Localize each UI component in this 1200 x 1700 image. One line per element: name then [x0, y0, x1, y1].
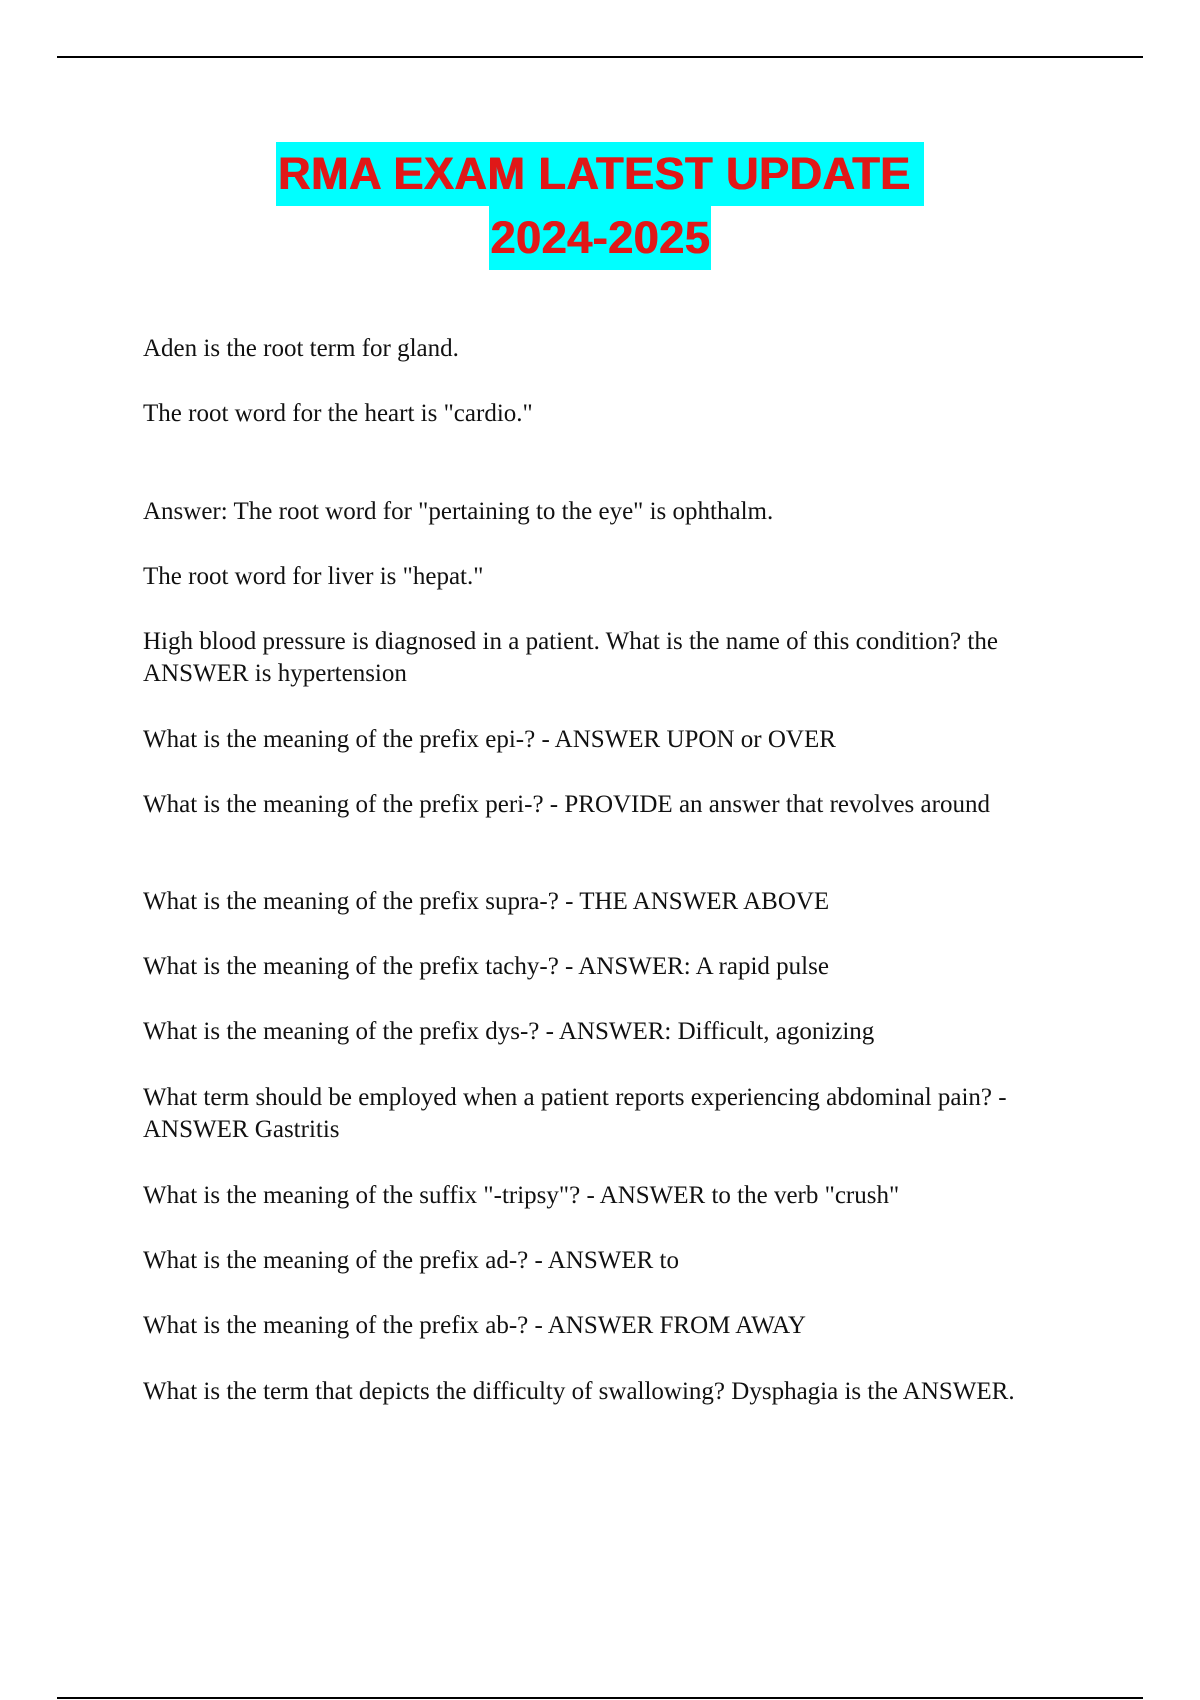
- paragraph-13: What is the meaning of the prefix ad-? - ANSWER to: [143, 1247, 679, 1274]
- paragraph-8: What is the meaning of the prefix supra-? - THE ANSWER ABOVE: [143, 888, 830, 915]
- bottom-rule: [57, 1697, 1143, 1699]
- paragraph-9: What is the meaning of the prefix tachy-? - ANSWER: A rapid pulse: [143, 953, 829, 980]
- paragraph-2: The root word for the heart is "cardio.": [143, 400, 533, 427]
- paragraph-11: What term should be employed when a patient reports experiencing abdominal pain? - ANSWER Gastritis: [143, 1084, 1007, 1143]
- paragraph-12: What is the meaning of the suffix "-tripsy"? - ANSWER to the verb "crush": [143, 1182, 900, 1209]
- paragraph-6: What is the meaning of the prefix epi-? - ANSWER UPON or OVER: [143, 726, 836, 753]
- title-line-2: 2024-2025: [489, 206, 711, 270]
- paragraph-3: Answer: The root word for "pertaining to the eye" is ophthalm.: [143, 498, 774, 525]
- top-rule: [57, 56, 1143, 58]
- paragraph-15: What is the term that depicts the difficulty of swallowing? Dysphagia is the ANSWER.: [143, 1378, 1015, 1405]
- paragraph-4: The root word for liver is "hepat.": [143, 563, 484, 590]
- paragraph-7: What is the meaning of the prefix peri-? - PROVIDE an answer that revolves around: [143, 791, 990, 818]
- paragraph-10: What is the meaning of the prefix dys-? - ANSWER: Difficult, agonizing: [143, 1018, 875, 1045]
- title-line-1: RMA EXAM LATEST UPDATE: [276, 142, 925, 206]
- paragraph-5: High blood pressure is diagnosed in a patient. What is the name of this condition? the ANSWER is hypertension: [143, 628, 998, 687]
- paragraph-1: Aden is the root term for gland.: [143, 335, 459, 362]
- document-title: [0, 142, 1200, 270]
- paragraph-14: What is the meaning of the prefix ab-? - ANSWER FROM AWAY: [143, 1312, 806, 1339]
